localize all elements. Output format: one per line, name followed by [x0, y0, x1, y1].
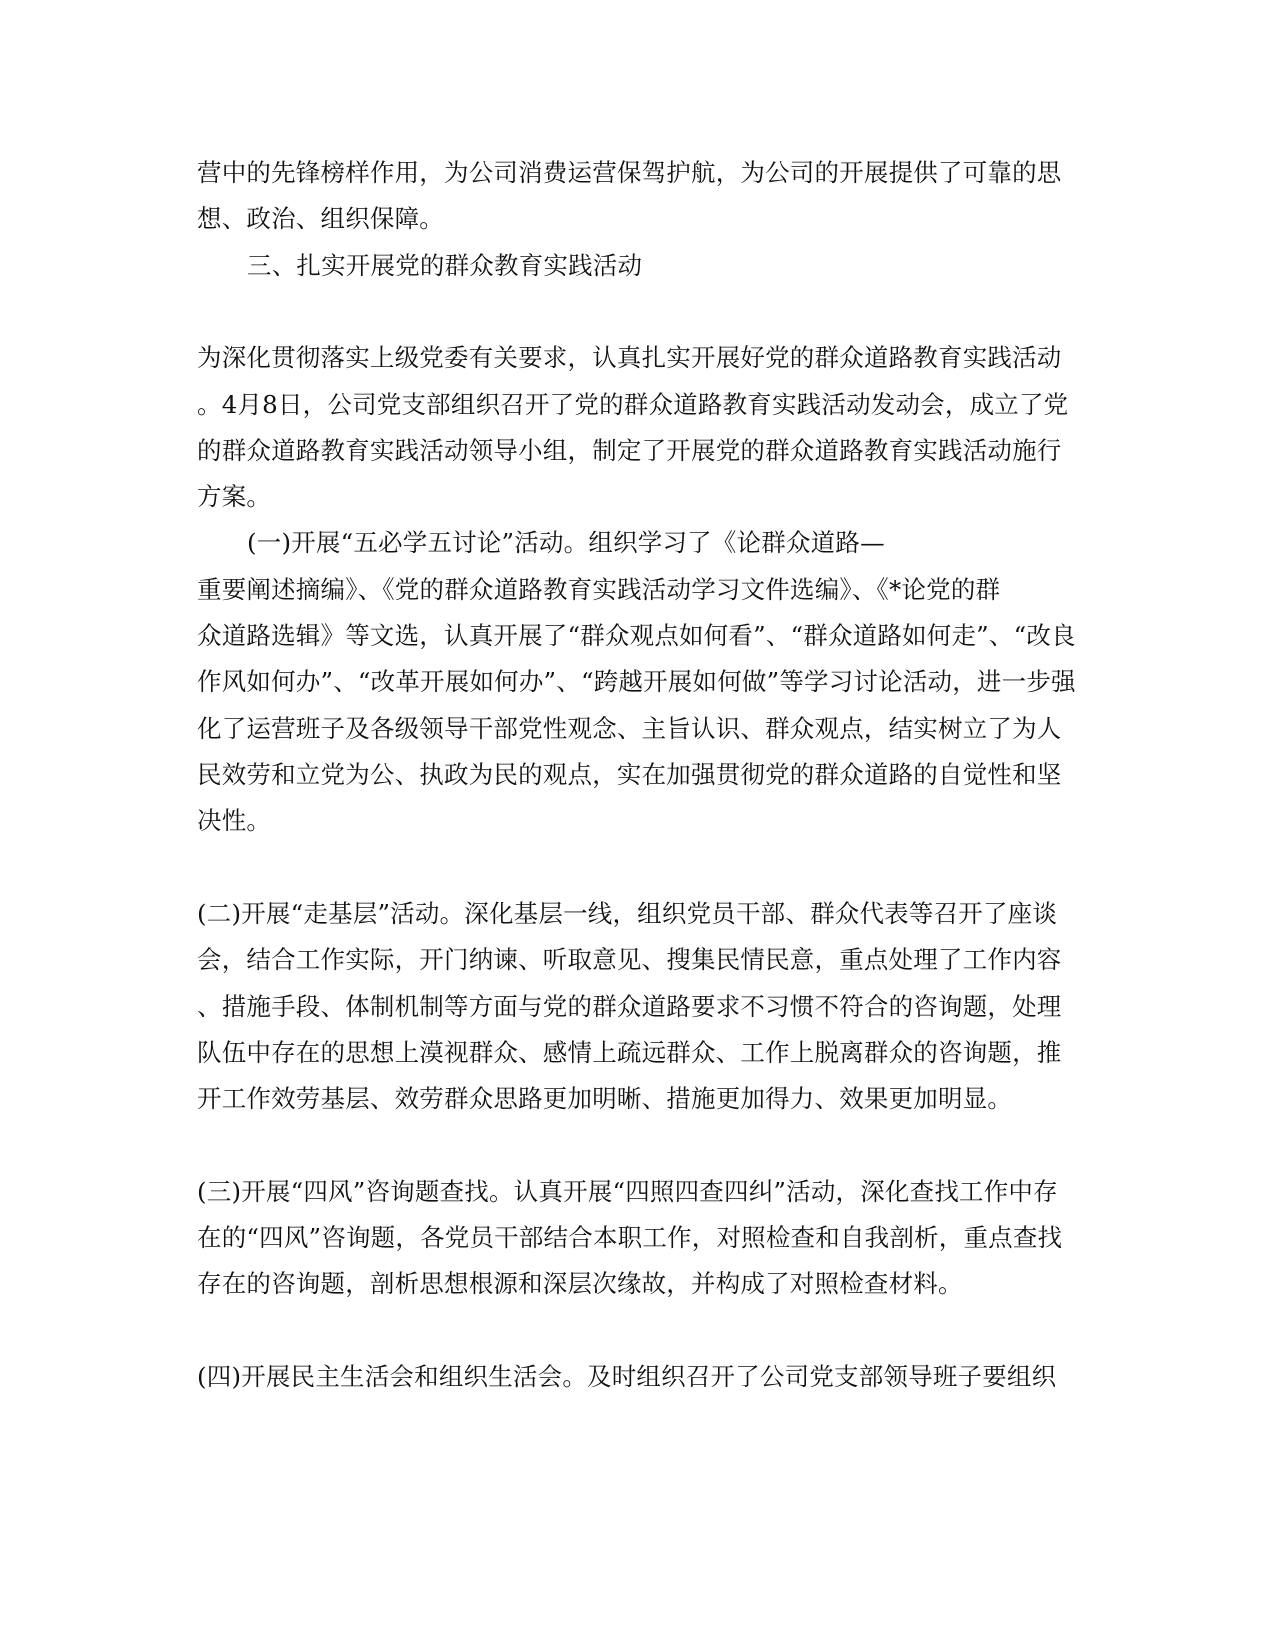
paragraph-line: 会，结合工作实际，开门纳谏、听取意见、搜集民情民意，重点处理了工作内容 — [197, 945, 1062, 974]
paragraph-line: 为深化贯彻落实上级党委有关要求，认真扎实开展好党的群众道路教育实践活动 — [197, 343, 1062, 372]
section-heading: 三、扎实开展党的群众教育实践活动 — [247, 251, 643, 280]
paragraph-line: 存在的咨询题，剖析思想根源和深层次缘故，并构成了对照检查材料。 — [197, 1269, 963, 1298]
paragraph-line: 开工作效劳基层、效劳群众思路更加明晰、措施更加得力、效果更加明显。 — [197, 1084, 1013, 1113]
paragraph-line: 化了运营班子及各级领导干部党性观念、主旨认识、群众观点，结实树立了为人 — [197, 714, 1062, 743]
paragraph-line: 作风如何办”、“改革开展如何办”、“跨越开展如何做”等学习讨论活动，进一步强 — [197, 667, 1076, 696]
paragraph-line: 。4月8日，公司党支部组织召开了党的群众道路教育实践活动发动会，成立了党 — [197, 390, 1069, 419]
paragraph-line: (四)开展民主生活会和组织生活会。及时组织召开了公司党支部领导班子要组织 — [197, 1362, 1057, 1391]
paragraph-line: (一)开展“五必学五讨论”活动。组织学习了《论群众道路— — [247, 528, 885, 557]
paragraph-line: 民效劳和立党为公、执政为民的观点，实在加强贯彻党的群众道路的自觉性和坚 — [197, 760, 1062, 789]
paragraph-line: 众道路选辑》等文选，认真开展了“群众观点如何看”、“群众道路如何走”、“改良 — [197, 621, 1076, 650]
paragraph-line: (三)开展“四风”咨询题查找。认真开展“四照四查四纠”活动，深化查找工作中存 — [197, 1177, 1058, 1206]
paragraph-line: 队伍中存在的思想上漠视群众、感情上疏远群众、工作上脱离群众的咨询题，推 — [197, 1038, 1062, 1067]
paragraph-line: (二)开展“走基层”活动。深化基层一线，组织党员干部、群众代表等召开了座谈 — [197, 899, 1058, 928]
paragraph-line: 营中的先锋榜样作用，为公司消费运营保驾护航，为公司的开展提供了可靠的思 — [197, 158, 1062, 187]
paragraph-line: 想、政治、组织保障。 — [197, 204, 444, 233]
paragraph-line: 在的“四风”咨询题，各党员干部结合本职工作，对照检查和自我剖析，重点查找 — [197, 1223, 1063, 1252]
paragraph-line: 决性。 — [197, 806, 272, 835]
paragraph-line: 、措施手段、体制机制等方面与党的群众道路要求不习惯不符合的咨询题，处理 — [197, 992, 1062, 1021]
paragraph-line: 的群众道路教育实践活动领导小组，制定了开展党的群众道路教育实践活动施行 — [197, 436, 1062, 465]
paragraph-line: 重要阐述摘编》、《党的群众道路教育实践活动学习文件选编》、《*论党的群 — [197, 575, 1001, 604]
paragraph-line: 方案。 — [197, 482, 272, 511]
